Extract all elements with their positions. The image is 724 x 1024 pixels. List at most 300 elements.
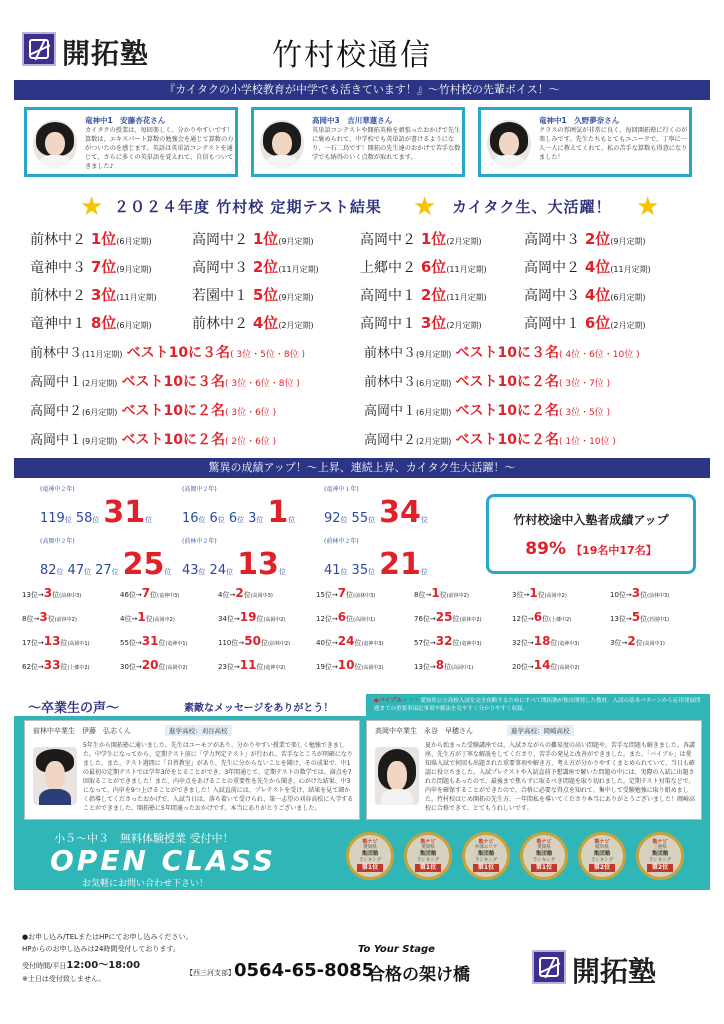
medal-top: 塾ナビ: [594, 839, 610, 845]
medal-rank: 第2位: [647, 864, 673, 872]
medal-top: 塾ナビ: [652, 839, 668, 845]
chain-unit: 位: [452, 615, 460, 623]
chain-to: 6: [533, 610, 543, 624]
chain-to: 7: [337, 586, 347, 600]
medal-top: 塾ナビ: [536, 839, 552, 845]
progress-step: 43: [182, 563, 199, 578]
chain-unit: 位: [150, 591, 158, 599]
rank-chain: [120, 634, 188, 648]
result-school: 前林中２: [192, 316, 248, 332]
result-term: (9月定期): [278, 293, 314, 302]
result-term: (2月定期): [278, 321, 314, 330]
progress-student: [182, 536, 286, 582]
medal-line1: 愛知県: [537, 845, 551, 851]
result-rank: 6位: [584, 314, 611, 332]
result-term: (11月定期): [446, 265, 487, 274]
medal-badge-icon: [634, 828, 686, 886]
progress-step: 58: [75, 511, 93, 526]
graduate-card-2: [366, 720, 702, 820]
footer-line-1: ●お申し込み/TELまたはHPにてお申し込みください。: [22, 933, 193, 941]
medal-badge-icon: [344, 828, 396, 886]
best10-term: (2月定期): [82, 379, 118, 388]
chain-from: 3位→: [610, 639, 628, 647]
best10-cell: [30, 429, 276, 449]
result-rank: 4位: [252, 314, 279, 332]
chain-to: 8: [435, 658, 445, 672]
progress-student: [324, 536, 428, 582]
chain-to: 10: [337, 658, 355, 672]
chain-to: 19: [239, 610, 257, 624]
progress-student: [182, 484, 295, 530]
chain-unit: 位: [550, 663, 558, 671]
chain-unit: 位: [158, 639, 166, 647]
chain-to: 1: [137, 610, 146, 624]
result-school: 竜神中３: [30, 260, 86, 276]
result-cell: [360, 312, 482, 333]
best10-count: ベスト10に２名: [455, 432, 559, 448]
bible-note: ◆バイブル・・・愛知県公立高校入試を完全攻略するためにすべて開拓塾が独自開発した教材。入試の基本パターンから応用発展問題までの重要事項記事項や解法を見やすく分かりやすく収録。: [374, 697, 701, 713]
progress-unit: 位: [278, 568, 286, 576]
rank-chain: [218, 634, 290, 648]
chain-from: 46位→: [120, 591, 142, 599]
chain-unit: 位: [640, 591, 648, 599]
graduate-photo-icon: [33, 747, 77, 805]
progress-unit: 位: [420, 568, 428, 576]
slogan-en: To Your Stage: [358, 944, 435, 955]
result-cell: [192, 284, 314, 305]
progress-line: [40, 547, 171, 582]
result-school: 高岡中３: [524, 232, 580, 248]
best10-term: (9月定期): [82, 437, 118, 446]
medal-line3: ランキング: [358, 857, 382, 863]
best10-school: 前林中３: [364, 375, 417, 390]
progress-unit: 位: [368, 516, 376, 524]
chain-to: 20: [141, 658, 159, 672]
rank-chain: [22, 634, 90, 648]
medal-rank: 第1位: [415, 864, 441, 872]
results-title: ２０２４年度 竹村校 定期テスト結果: [114, 198, 382, 216]
rank-chain: [316, 586, 375, 600]
chain-from: 3位→: [512, 591, 530, 599]
chain-from: 23位→: [218, 663, 240, 671]
result-cell: [360, 284, 487, 305]
best10-count: ベスト10に３名: [121, 374, 225, 390]
best10-count: ベスト10に２名: [121, 403, 225, 419]
result-term: (9月定期): [116, 265, 152, 274]
results-title-right: カイタク生、大活躍！: [452, 198, 612, 216]
chain-from: 10位→: [610, 591, 632, 599]
results-grid: [30, 228, 710, 338]
result-rank: 6位: [420, 258, 447, 276]
best10-cell: [364, 371, 610, 391]
chain-unit: 位: [60, 639, 68, 647]
progress-unit: 位: [420, 516, 428, 524]
graduates-subtitle: 素敵なメッセージをありがとう！: [184, 703, 334, 714]
graduates-title: ～卒業生の声～: [28, 701, 120, 716]
chain-unit: 位: [354, 663, 362, 671]
chain-school: (高岡中1): [451, 665, 474, 671]
chain-school: (高岡中1): [67, 641, 90, 647]
result-term: (6月定期): [610, 293, 646, 302]
progress-tag: (竜神中１年): [324, 486, 359, 493]
progress-step: 16: [182, 511, 199, 526]
rank-chain: [120, 658, 188, 672]
best10-school: 高岡中１: [364, 404, 417, 419]
medal-row: [344, 828, 704, 888]
open-class-title: OPEN CLASS: [50, 844, 277, 877]
chain-to: 5: [631, 610, 641, 624]
progress-student: [324, 484, 428, 530]
progress-tag: (竜神中２年): [40, 486, 75, 493]
footer-brand-name: 開拓塾: [572, 955, 657, 988]
progress-tag: (前林中２年): [182, 538, 217, 545]
rank-chain: [218, 586, 273, 600]
best10-detail: ( 2位・6位 ): [224, 437, 277, 447]
best10-school: 高岡中２: [364, 433, 417, 448]
graduate-school-badge: 進学高校：刈谷高校: [165, 725, 232, 736]
medal-line2: 集団塾: [477, 850, 495, 857]
chain-school: (高岡中1): [353, 617, 376, 623]
best10-detail: ( 3位・5位・8位 ): [230, 350, 305, 360]
progress-unit: 位: [368, 568, 376, 576]
chain-unit: 位: [542, 615, 550, 623]
chain-from: 17位→: [22, 639, 44, 647]
progress-line: [324, 495, 428, 530]
chain-to: 33: [43, 658, 61, 672]
best10-detail: ( 3位・6位 ): [224, 408, 277, 418]
medal-line2: 集団塾: [419, 850, 437, 857]
medal-line1: 愛知県: [421, 845, 435, 851]
best10-detail: ( 3位・6位・8位 ): [224, 379, 300, 389]
chain-school: (竜神中2): [263, 665, 286, 671]
result-term: (2月定期): [446, 237, 482, 246]
result-cell: [524, 284, 646, 305]
chain-school: (竜神中3): [557, 641, 580, 647]
medal-top: 塾ナビ: [420, 839, 436, 845]
progress-box-percent: 89% 【19名中17名】: [525, 539, 657, 559]
student-photo-icon: [487, 120, 531, 168]
medal-line3: ランキング: [590, 857, 614, 863]
chain-school: (竜神中3): [459, 641, 482, 647]
voice-name: 高岡中3 吉川華蓮さん: [312, 116, 393, 125]
star-icon: ★: [636, 192, 660, 222]
rank-chain: [316, 634, 384, 648]
chain-to: 1: [431, 586, 440, 600]
slogan-jp: 合格の架け橋: [368, 965, 470, 985]
rank-chain: [610, 634, 665, 648]
result-cell: [30, 256, 152, 277]
chain-from: 4位→: [120, 615, 138, 623]
result-cell: [524, 312, 646, 333]
progress-unit: 位: [340, 568, 348, 576]
medal-line1: 岐阜県: [595, 845, 609, 851]
star-icon: ★: [413, 192, 437, 222]
brand-name: 開拓塾: [62, 37, 150, 70]
progress-banner: 驚異の成績アップ！～上昇、連続上昇、カイタク生大活躍！～: [14, 458, 710, 478]
result-cell: [30, 312, 152, 333]
best10-cell: [30, 400, 276, 420]
best10-term: (9月定期): [416, 350, 452, 359]
result-school: 高岡中２: [192, 232, 248, 248]
progress-unit: 位: [164, 568, 172, 576]
result-rank: 4位: [584, 258, 611, 276]
voices-banner: 『カイタクの小学校教育が中学でも活きています！』～竹村校の先輩ボイス！～: [14, 80, 710, 100]
chain-unit: 位: [47, 615, 55, 623]
rank-chain: [22, 610, 77, 624]
medal-badge-icon: [576, 828, 628, 886]
chain-school: (高岡中1): [642, 641, 665, 647]
medal-line2: 集団塾: [535, 850, 553, 857]
chain-unit: 位: [635, 639, 643, 647]
progress-step: 82: [40, 563, 57, 578]
result-school: 高岡中２: [360, 232, 416, 248]
result-school: 高岡中１: [360, 288, 416, 304]
chain-to: 25: [435, 610, 453, 624]
medal-badge-icon: [460, 828, 512, 886]
chain-unit: 位: [452, 639, 460, 647]
chain-school: (若園中1): [647, 617, 670, 623]
chain-from: 40位→: [316, 639, 338, 647]
rank-chain: [218, 658, 286, 672]
progress-unit: 位: [340, 516, 348, 524]
progress-student: [40, 536, 171, 582]
best10-count: ベスト10に２名: [455, 403, 559, 419]
best10-count: ベスト10に３名: [455, 345, 559, 361]
rank-chain: [610, 610, 669, 624]
best10-school: 高岡中１: [30, 375, 83, 390]
result-term: (11月定期): [610, 265, 651, 274]
progress-final: 25: [122, 547, 165, 582]
voice-text: カイタクの授業は、毎回楽しく、分かりやすいです！算数は、エキスパート算数の勉強会を通じて算数の力がついたのを感じます。英語は英単語コンテストを通じて、さらに多くの英単語を覚えれて、自信もついてきました♪: [85, 127, 234, 170]
voice-card-2: [251, 107, 465, 177]
rank-chain: [512, 658, 580, 672]
chain-from: 13位→: [414, 663, 436, 671]
best10-school: 前林中３: [30, 346, 83, 361]
chain-to: 1: [529, 586, 538, 600]
medal-line1: 中部エリア: [474, 845, 498, 851]
progress-line: [182, 547, 286, 582]
medal-badge-icon: [518, 828, 570, 886]
chain-unit: 位: [260, 639, 268, 647]
chain-from: 20位→: [512, 663, 534, 671]
medal-circle: [636, 832, 684, 880]
footer-hours: 受付時間/平日12:00～18:00: [22, 960, 141, 971]
chain-to: 3: [43, 586, 53, 600]
chain-from: 32位→: [512, 639, 534, 647]
result-rank: 2位: [420, 286, 447, 304]
medal-circle: [346, 832, 394, 880]
voice-name: 竜神中1 久野夢奈さん: [539, 116, 620, 125]
progress-step: 27: [95, 563, 112, 578]
chain-school: (前林中2): [459, 617, 482, 623]
graduate-text: 夏から始まった受験講座では、入試さながらの難易度の高い問題や、苦手な問題も解きました。各講座、先生方が丁寧な解説をしてくださり、苦手の発見と改善ができました。また、「バイブル」は愛知県入試で何回も出題された重要事項や解き方、考え方が分かりやすくまとめられていて、当日も確認に役立ちました。入試プレテストや入試直前予想講座で解いた問題の中には、実際の入試に出題された問題もあったので、最後まで焦らずに取るべき問題を取り切れました。定期テスト対策などで、内申を確保することができたので、合格に必要な得点を知れて、集中して受験勉強に取り組めました。竹村校はじめ開拓の先生方、一年間私を導いてくださり本当にありがとうございました！岡崎高校に合格できて、とてもうれしいです。: [425, 742, 696, 812]
chain-to: 11: [239, 658, 257, 672]
rank-chain: [120, 586, 179, 600]
progress-student: [40, 484, 152, 530]
chain-to: 31: [141, 634, 159, 648]
rank-chain: [316, 658, 384, 672]
graduate-card-1: [24, 720, 360, 820]
chain-school: (前林中2): [446, 593, 469, 599]
chain-from: 76位→: [414, 615, 436, 623]
chain-unit: 位: [439, 591, 447, 599]
voice-name: 竜神中1 安藤杏花さん: [85, 116, 166, 125]
medal-line2: 集団塾: [361, 850, 379, 857]
chain-to: 18: [533, 634, 551, 648]
best10-term: (11月定期): [82, 350, 123, 359]
medal-line1: 愛知県: [363, 845, 377, 851]
graduates-section: [14, 694, 710, 890]
best10-count: ベスト10に２名: [455, 374, 559, 390]
result-cell: [192, 312, 314, 333]
progress-final: 21: [379, 547, 421, 582]
progress-step: 24: [209, 563, 227, 578]
result-school: 前林中２: [30, 232, 86, 248]
chain-from: 8位→: [414, 591, 432, 599]
result-rank: 7位: [90, 258, 117, 276]
rank-chain: [414, 610, 482, 624]
chain-unit: 位: [550, 639, 558, 647]
progress-line: [324, 547, 428, 582]
best10-detail: ( 1位・10位 ): [558, 437, 616, 447]
result-rank: 8位: [90, 314, 117, 332]
result-term: (2月定期): [446, 321, 482, 330]
best10-count: ベスト10に３名: [126, 345, 231, 361]
medal-line1: 三重県: [653, 845, 667, 851]
chain-unit: 位: [60, 663, 68, 671]
rank-chain: [414, 586, 469, 600]
progress-step: 119: [40, 511, 65, 526]
chain-from: 30位→: [120, 663, 142, 671]
progress-line: [40, 495, 152, 530]
chain-from: 8位→: [22, 615, 40, 623]
progress-unit: 位: [145, 516, 153, 524]
progress-box-title: 竹村校途中入塾者成績アップ: [513, 513, 669, 527]
medal-line3: ランキング: [648, 857, 672, 863]
chain-from: 57位→: [414, 639, 436, 647]
open-class-lead: 小５～中３ 無料体験授業 受付中！: [54, 832, 234, 845]
chain-unit: 位: [640, 615, 648, 623]
chain-to: 3: [39, 610, 48, 624]
rank-chain: [120, 610, 175, 624]
best10-cell: [30, 342, 305, 362]
chain-from: 34位→: [218, 615, 240, 623]
student-photo-icon: [260, 120, 304, 168]
progress-unit: 位: [198, 516, 206, 524]
result-rank: 2位: [584, 230, 611, 248]
chain-to: 32: [435, 634, 453, 648]
chain-unit: 位: [256, 663, 264, 671]
footer-line-4: ※土日は受付致しません。: [22, 975, 106, 983]
chain-unit: 位: [145, 615, 153, 623]
chain-from: 13位→: [22, 591, 44, 599]
chain-school: (高岡中2): [152, 617, 175, 623]
result-cell: [30, 284, 157, 305]
medal-rank: 第2位: [589, 864, 615, 872]
progress-step: 41: [324, 563, 341, 578]
chain-school: (竜神中1): [165, 641, 188, 647]
chain-school: (前林中3): [59, 593, 82, 599]
rank-chain: [512, 634, 580, 648]
medal-line3: ランキング: [474, 857, 498, 863]
chain-from: 62位→: [22, 663, 44, 671]
chain-to: 2: [235, 586, 244, 600]
best10-detail: ( 4位・6位・10位 ): [558, 350, 640, 360]
chain-unit: 位: [354, 639, 362, 647]
chain-school: (高岡中2): [263, 617, 286, 623]
chain-to: 14: [533, 658, 551, 672]
chain-school: (前林中3): [353, 593, 376, 599]
chain-to: 6: [337, 610, 347, 624]
result-rank: 4位: [584, 286, 611, 304]
progress-step: 47: [67, 563, 85, 578]
result-school: 若園中１: [192, 288, 248, 304]
rank-chain: [414, 634, 482, 648]
medal-rank: 第1位: [531, 864, 557, 872]
rank-chain: [316, 610, 375, 624]
best10-school: 高岡中１: [30, 433, 83, 448]
chain-unit: 位: [346, 615, 354, 623]
progress-unit: 位: [92, 516, 100, 524]
progress-unit: 位: [256, 516, 264, 524]
result-school: 前林中２: [30, 288, 86, 304]
progress-unit: 位: [237, 516, 245, 524]
result-rank: 3位: [420, 314, 447, 332]
result-school: 高岡中３: [192, 260, 248, 276]
medal-circle: [462, 832, 510, 880]
result-cell: [192, 228, 314, 249]
chain-unit: 位: [444, 663, 452, 671]
best10-detail: ( 3位・7位 ): [558, 379, 611, 389]
results-title-row: [80, 192, 680, 220]
medal-line3: ランキング: [416, 857, 440, 863]
best10-term: (6月定期): [416, 408, 452, 417]
progress-final: 13: [237, 547, 279, 582]
result-cell: [360, 256, 487, 277]
chain-from: 12位→: [512, 615, 534, 623]
chain-unit: 位: [52, 591, 60, 599]
result-cell: [524, 228, 646, 249]
medal-top: 塾ナビ: [362, 839, 378, 845]
medal-rank: 第1位: [473, 864, 499, 872]
progress-final: 34: [379, 495, 421, 530]
phone-number[interactable]: 0564-65-8085: [234, 960, 375, 981]
progress-area: [40, 484, 480, 584]
result-school: 高岡中２: [524, 260, 580, 276]
progress-unit: 位: [226, 568, 234, 576]
progress-final: 1: [267, 495, 289, 530]
chain-to: 13: [43, 634, 61, 648]
brand-logo-icon: [22, 32, 56, 66]
medal-circle: [520, 832, 568, 880]
rank-chain: [22, 658, 90, 672]
result-term: (11月定期): [446, 293, 487, 302]
medal-badge-icon: [402, 828, 454, 886]
progress-step: 6: [209, 511, 218, 526]
open-class-sub: お気軽にお問い合わせ下さい！: [82, 879, 209, 889]
result-rank: 5位: [252, 286, 279, 304]
best10-detail: ( 3位・5位 ): [558, 408, 611, 418]
chain-to: 3: [631, 586, 641, 600]
result-rank: 1位: [420, 230, 447, 248]
chain-unit: 位: [537, 591, 545, 599]
best10-term: (6月定期): [416, 379, 452, 388]
chain-school: (上郷中2): [549, 617, 572, 623]
student-photo-icon: [33, 120, 77, 168]
result-term: (11月定期): [278, 265, 319, 274]
progress-step: 55: [351, 511, 369, 526]
best10-term: (6月定期): [82, 408, 118, 417]
